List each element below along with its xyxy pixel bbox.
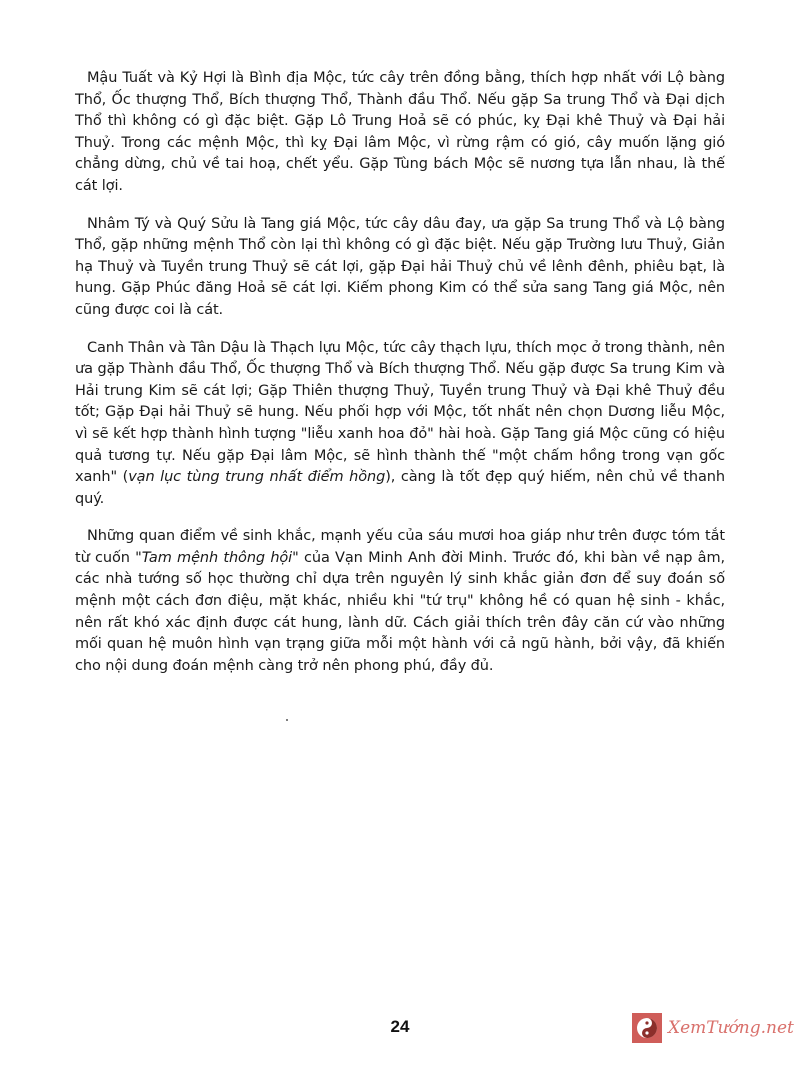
paragraph-thach-luu-moc-italic: vạn lục tùng trung nhất điểm hồng [128,469,386,486]
paragraph-binh-dia-moc: Mậu Tuất và Kỷ Hợi là Bình địa Mộc, tức cây trên đồng bằng, thích hợp nhất với Lộ bàng Thổ, Ốc thượng Thổ, Bích thượng Thổ, Thành đầu Thổ. Nếu gặp Sa trung Thổ và Đại dịch Thổ thì không có gì đặc biệt. Gặp Lô Trung Hoả sẽ có phúc, kỵ Đại khê Thuỷ và Đại hải Thuỷ. Trong các mệnh Mộc, thì kỵ Đại lâm Mộc, vì rừng rậm có gió, cây muốn lặng gió chẳng dừng, chủ về tai hoạ, chết yểu. Gặp Tùng bách Mộc sẽ nương tựa lẫn nhau, là thế cát lợi. [75,70,725,194]
watermark [632,1013,794,1043]
watermark-text[interactable]: XemTướng.net [668,1018,794,1038]
paragraph-sinh-khac-summary [75,526,725,677]
paragraph-sinh-khac-lead: Những quan điểm về sinh khắc, mạnh yếu của sáu mươi hoa giáp như trên được tóm tắt từ cuốn " [75,528,725,566]
page-number: 24 [390,1017,410,1036]
paragraph-thach-luu-moc-text: Canh Thân và Tân Dậu là Thạch lựu Mộc, tức cây thạch lựu, thích mọc ở trong thành, nên ưa gặp Thành đầu Thổ, Ốc thượng Thổ và Bích thượng Thổ. Nếu gặp được Sa trung Kim và Hải trung Kim sẽ cát lợi; Gặp Thiên thượng Thuỷ, Tuyền trung Thuỷ và Đại khê Thuỷ đều tốt; Gặp Đại hải Thuỷ sẽ hung. Nếu phối hợp với Mộc, tốt nhất nên chọn Dương liễu Mộc, vì sẽ kết hợp thành hình tượng "liễu xanh hoa đỏ" hài hoà. Gặp Tang giá Mộc cũng có hiệu quả tương tự. Nếu gặp Đại lâm Mộc, sẽ hình thành thế "một chấm hồng trong vạn gốc xanh" ( [75,339,725,486]
yin-yang-icon [632,1013,662,1043]
paragraph-sinh-khac-rest: " của Vạn Minh Anh đời Minh. Trước đó, khi bàn về nạp âm, các nhà tướng số học thường chỉ dựa trên nguyên lý sinh khắc giản đơn để suy đoán số mệnh một cách đơn điệu, mặt khác, nhiều khi "tứ trụ" không hề có quan hệ sinh - khắc, nên rất khó xác định được cát hung, lành dữ. Cách giải thích trên đây căn cứ vào những mối quan hệ muôn hình vạn trạng giữa mỗi một hành với cả ngũ hành, bởi vậy, đã khiến cho nội dung đoán mệnh càng trở nên phong phú, đầy đủ. [75,549,726,674]
stray-dot [286,719,288,721]
paragraph-thach-luu-moc-tail: ), càng là tốt đẹp quý hiếm, nên chủ về thanh quý. [75,469,725,507]
paragraph-tang-gia-moc: Nhâm Tý và Quý Sửu là Tang giá Mộc, tức cây dâu đay, ưa gặp Sa trung Thổ và Lộ bàng Thổ, gặp những mệnh Thổ còn lại thì không có gì đặc biệt. Nếu gặp Trường lưu Thuỷ, Giản hạ Thuỷ và Tuyền trung Thuỷ sẽ cát lợi, gặp Đại hải Thuỷ chủ về lênh đênh, phiêu bạt, là hung. Gặp Phúc đăng Hoả sẽ cát lợi. Kiếm phong Kim có thể sửa sang Tang giá Mộc, nên cũng được coi là cát. [75,215,725,318]
paragraph-thach-luu-moc [75,338,725,511]
page-body [75,68,725,693]
book-title: Tam mệnh thông hội [141,549,293,566]
